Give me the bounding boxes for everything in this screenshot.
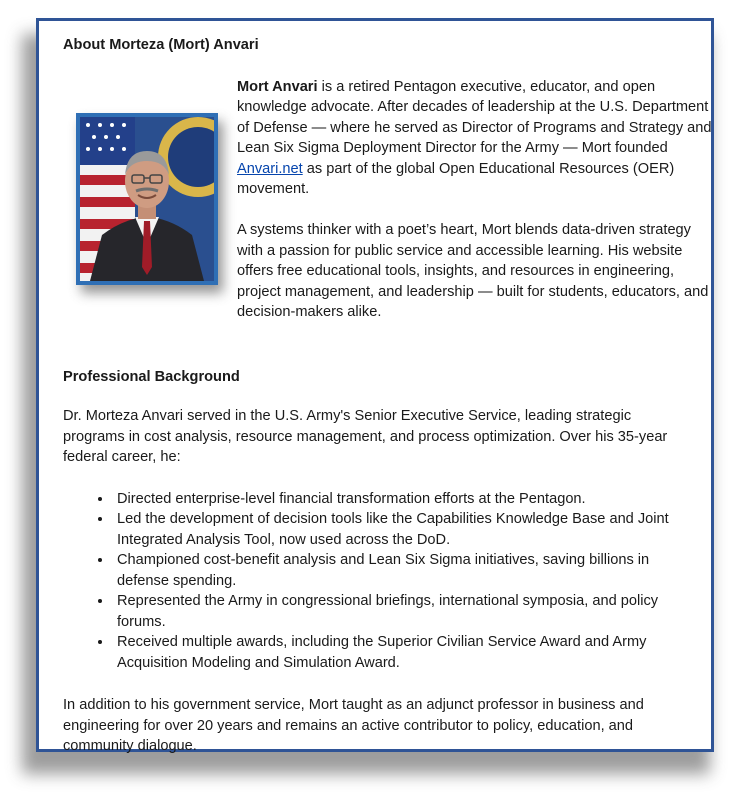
list-item: • Directed enterprise-level financial transformation efforts at the Pentagon.	[113, 489, 693, 510]
accomplishment-list	[63, 489, 693, 674]
bio-paragraph-1	[237, 77, 717, 200]
portrait-illustration	[80, 117, 214, 281]
bio-text	[237, 77, 717, 323]
about-heading: About Morteza (Mort) Anvari	[63, 37, 259, 53]
bio-text-a: is a retired Pentagon executive, educator, and open knowledge advocate. After decades of leadership at the U.S. Department of Defense — where he served as Director of Programs and Strategy and Lean Six Sigma Deployment Director for the Army — Mort founded	[237, 78, 712, 156]
card-content	[63, 35, 712, 757]
bio-text-b: as part of the global Open Educational Resources (OER) movement.	[237, 160, 675, 197]
bio-paragraph-2: A systems thinker with a poet’s heart, Mort blends data-driven strategy with a passion for public service and accessible learning. His website offers free educational tools, insights, and resources in engineering, project management, and leadership — built for students, educators, and decision-makers alike.	[237, 222, 709, 320]
list-item: • Championed cost-benefit analysis and Lean Six Sigma initiatives, saving billions in defense spending.	[113, 550, 693, 591]
background-intro: Dr. Morteza Anvari served in the U.S. Army's Senior Executive Service, leading strategic programs in cost analysis, resource management, and process optimization. Over his 35-year federal career, he:	[63, 408, 668, 465]
closing-paragraph: In addition to his government service, Mort taught as an adjunct professor in business and engineering for over 20 years and remains an active contributor to policy, education, and community dialogue.	[63, 697, 644, 754]
background-heading: Professional Background	[63, 368, 240, 385]
profile-card	[36, 18, 714, 752]
portrait-photo	[76, 113, 218, 285]
anvari-net-link[interactable]: Anvari.net	[237, 160, 303, 177]
list-item: • Led the development of decision tools like the Capabilities Knowledge Base and Joint Integrated Analysis Tool, now used across the DoD.	[113, 509, 693, 550]
list-item: • Received multiple awards, including the Superior Civilian Service Award and Army Acquisition Modeling and Simulation Award.	[113, 632, 693, 673]
intro-section	[63, 77, 712, 367]
list-item: • Represented the Army in congressional briefings, international symposia, and policy forums.	[113, 591, 693, 632]
bio-name: Mort Anvari	[237, 78, 318, 95]
